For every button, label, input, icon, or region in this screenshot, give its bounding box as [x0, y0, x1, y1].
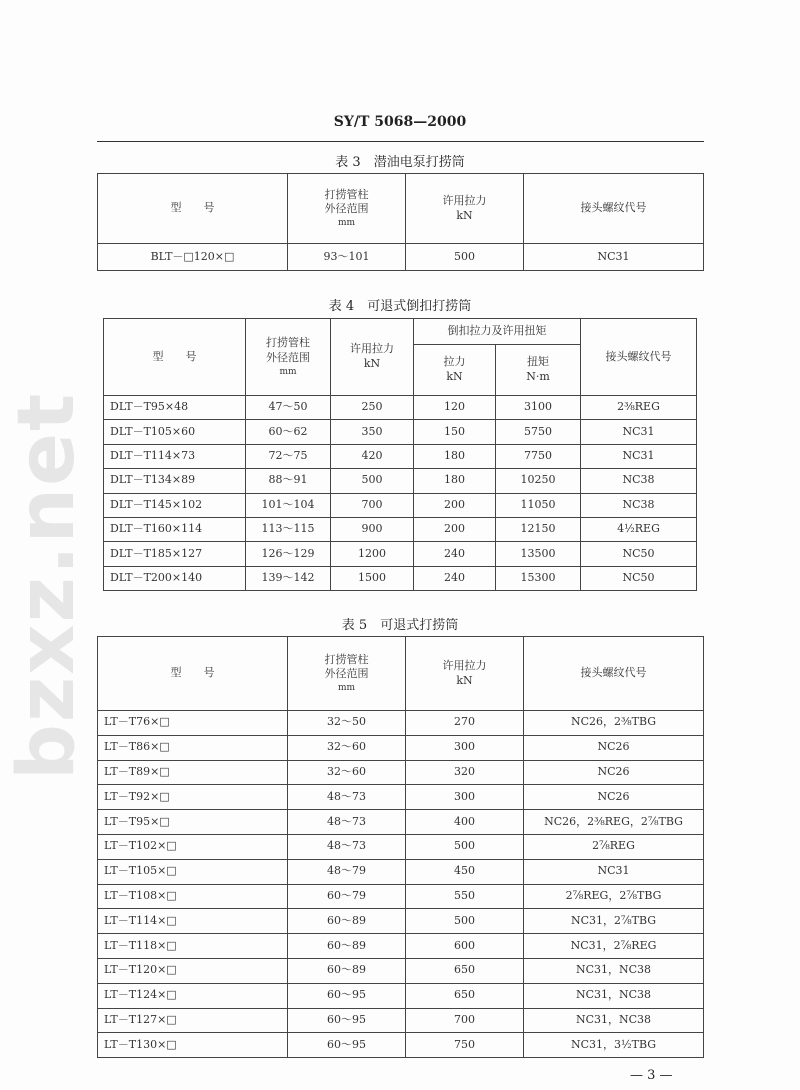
table3: [97, 173, 704, 271]
table-row: [104, 517, 697, 541]
table-cell: NC26: [524, 785, 704, 810]
table-cell: 126～129: [246, 542, 331, 566]
table-cell: 12150: [496, 517, 581, 541]
table-cell: 350: [331, 420, 414, 444]
table-cell: NC26: [524, 760, 704, 785]
header-model: 型 号: [98, 174, 288, 244]
table3-header: [98, 174, 704, 244]
header-thread: 接头螺纹代号: [524, 174, 704, 244]
header-load: 许用拉力 kN: [331, 319, 414, 396]
page-number: — 3 —: [630, 1068, 673, 1083]
table-cell: 2⅞REG，2⅞TBG: [524, 884, 704, 909]
table-cell: 60～89: [288, 934, 406, 959]
table-cell: NC31，2⅞TBG: [524, 909, 704, 934]
table-row: [104, 444, 697, 468]
table-cell: 200: [414, 517, 496, 541]
table-cell: NC31，2⅞REG: [524, 934, 704, 959]
table-cell: LT－T92×□: [98, 785, 288, 810]
table-cell: 700: [331, 493, 414, 517]
table4-header: [104, 319, 697, 345]
table-cell: 10250: [496, 469, 581, 493]
table-cell: LT－T120×□: [98, 958, 288, 983]
header-load: 许用拉力 kN: [406, 637, 524, 711]
table5-caption: 表 5 可退式打捞筒: [341, 618, 459, 633]
table-row: [98, 735, 704, 760]
table-cell: 400: [406, 810, 524, 835]
table-row: [104, 493, 697, 517]
table-row: [98, 909, 704, 934]
table-row: [98, 983, 704, 1008]
table-cell: NC31: [581, 420, 697, 444]
table-cell: 550: [406, 884, 524, 909]
table-row: [98, 244, 704, 271]
table-cell: NC31，NC38: [524, 1008, 704, 1033]
table-cell: NC31: [524, 244, 704, 271]
table-cell: 60～89: [288, 958, 406, 983]
table-cell: 60～95: [288, 1033, 406, 1058]
table-cell: DLT－T160×114: [104, 517, 246, 541]
table-cell: 11050: [496, 493, 581, 517]
header-model: 型 号: [104, 319, 246, 396]
table-cell: 150: [414, 420, 496, 444]
table-row: [104, 420, 697, 444]
header-range: 打捞管柱 外径范围 mm: [288, 174, 406, 244]
table-cell: 650: [406, 958, 524, 983]
table-cell: 32～60: [288, 760, 406, 785]
table4-caption: 表 4 可退式倒扣打捞筒: [328, 299, 472, 314]
table-cell: 4½REG: [581, 517, 697, 541]
table-cell: 300: [406, 785, 524, 810]
table-cell: 60～89: [288, 909, 406, 934]
table-cell: 200: [414, 493, 496, 517]
table-cell: LT－T95×□: [98, 810, 288, 835]
table-cell: LT－T127×□: [98, 1008, 288, 1033]
table-row: [98, 934, 704, 959]
table-cell: LT－T102×□: [98, 834, 288, 859]
table-cell: 300: [406, 735, 524, 760]
table-cell: 60～79: [288, 884, 406, 909]
table-cell: DLT－T105×60: [104, 420, 246, 444]
table-cell: LT－T108×□: [98, 884, 288, 909]
table4: [103, 318, 697, 591]
table-cell: LT－T114×□: [98, 909, 288, 934]
table-cell: BLT－□120×□: [98, 244, 288, 271]
table-cell: LT－T76×□: [98, 711, 288, 736]
table-cell: 93～101: [288, 244, 406, 271]
table-row: [104, 566, 697, 590]
table-cell: NC31，NC38: [524, 983, 704, 1008]
table-row: [104, 469, 697, 493]
table-cell: DLT－T145×102: [104, 493, 246, 517]
table-cell: 240: [414, 566, 496, 590]
table-cell: 240: [414, 542, 496, 566]
table-cell: 32～50: [288, 711, 406, 736]
table-cell: 1200: [331, 542, 414, 566]
table-cell: LT－T124×□: [98, 983, 288, 1008]
table-cell: 320: [406, 760, 524, 785]
table-cell: DLT－T185×127: [104, 542, 246, 566]
table-cell: DLT－T95×48: [104, 396, 246, 420]
table-cell: 120: [414, 396, 496, 420]
table-cell: NC31: [581, 444, 697, 468]
table-cell: NC38: [581, 493, 697, 517]
table-cell: 900: [331, 517, 414, 541]
table-cell: LT－T118×□: [98, 934, 288, 959]
table-cell: 48～73: [288, 785, 406, 810]
table-cell: 32～60: [288, 735, 406, 760]
table-cell: 420: [331, 444, 414, 468]
table-cell: NC26，2⅜REG，2⅞TBG: [524, 810, 704, 835]
table-cell: 450: [406, 859, 524, 884]
table-cell: 139～142: [246, 566, 331, 590]
table-row: [98, 711, 704, 736]
table-cell: 2⅞REG: [524, 834, 704, 859]
table-row: [98, 834, 704, 859]
table-cell: LT－T89×□: [98, 760, 288, 785]
table-cell: 48～73: [288, 810, 406, 835]
table-cell: 7750: [496, 444, 581, 468]
table-row: [98, 760, 704, 785]
table-cell: DLT－T134×89: [104, 469, 246, 493]
table-cell: NC31: [524, 859, 704, 884]
table-row: [98, 1033, 704, 1058]
table-cell: 48～73: [288, 834, 406, 859]
header-model: 型 号: [98, 637, 288, 711]
table-row: [98, 785, 704, 810]
header-thread: 接头螺纹代号: [524, 637, 704, 711]
table-cell: 500: [331, 469, 414, 493]
table-row: [98, 884, 704, 909]
table-cell: 2⅜REG: [581, 396, 697, 420]
table-cell: 250: [331, 396, 414, 420]
table-cell: 113～115: [246, 517, 331, 541]
table-cell: 13500: [496, 542, 581, 566]
table-cell: 60～62: [246, 420, 331, 444]
table-cell: NC31，NC38: [524, 958, 704, 983]
table-cell: NC50: [581, 542, 697, 566]
table-cell: NC26，2⅜TBG: [524, 711, 704, 736]
standard-number: SY/T 5068—2000: [333, 114, 467, 130]
table-row: [98, 1008, 704, 1033]
table-cell: 72～75: [246, 444, 331, 468]
table-cell: LT－T86×□: [98, 735, 288, 760]
table-cell: 600: [406, 934, 524, 959]
table-row: [98, 810, 704, 835]
table-cell: 60～95: [288, 983, 406, 1008]
table-cell: LT－T105×□: [98, 859, 288, 884]
table-cell: NC26: [524, 735, 704, 760]
header-load: 许用拉力 kN: [406, 174, 524, 244]
header-pull: 拉力 kN: [414, 345, 496, 396]
table-cell: 3100: [496, 396, 581, 420]
table-cell: 1500: [331, 566, 414, 590]
header-range: 打捞管柱 外径范围 mm: [288, 637, 406, 711]
table-cell: 650: [406, 983, 524, 1008]
table-row: [104, 542, 697, 566]
table-cell: DLT－T114×73: [104, 444, 246, 468]
header-group: 倒扣拉力及许用扭矩: [414, 319, 581, 345]
table3-caption: 表 3 潜油电泵打捞筒: [335, 155, 465, 170]
table-cell: 180: [414, 469, 496, 493]
table-cell: LT－T130×□: [98, 1033, 288, 1058]
table-cell: 47～50: [246, 396, 331, 420]
table-cell: NC50: [581, 566, 697, 590]
header-torque: 扭矩 N·m: [496, 345, 581, 396]
table-cell: 15300: [496, 566, 581, 590]
table-cell: DLT－T200×140: [104, 566, 246, 590]
table5-header: [98, 637, 704, 711]
table-row: [104, 396, 697, 420]
table-row: [98, 958, 704, 983]
table-cell: 180: [414, 444, 496, 468]
table-cell: 88～91: [246, 469, 331, 493]
watermark: bzxz.net: [2, 391, 92, 780]
table-cell: 60～95: [288, 1008, 406, 1033]
table-cell: 700: [406, 1008, 524, 1033]
table-cell: 48～79: [288, 859, 406, 884]
table-cell: 500: [406, 244, 524, 271]
table-cell: 500: [406, 834, 524, 859]
table-cell: 750: [406, 1033, 524, 1058]
table-cell: NC38: [581, 469, 697, 493]
table-cell: NC31，3½TBG: [524, 1033, 704, 1058]
table-cell: 5750: [496, 420, 581, 444]
table-row: [98, 859, 704, 884]
table5: [97, 636, 704, 1058]
table-cell: 101～104: [246, 493, 331, 517]
table-cell: 500: [406, 909, 524, 934]
header-thread: 接头螺纹代号: [581, 319, 697, 396]
table-cell: 270: [406, 711, 524, 736]
header-range: 打捞管柱 外径范围 mm: [246, 319, 331, 396]
header-rule: [97, 141, 704, 142]
